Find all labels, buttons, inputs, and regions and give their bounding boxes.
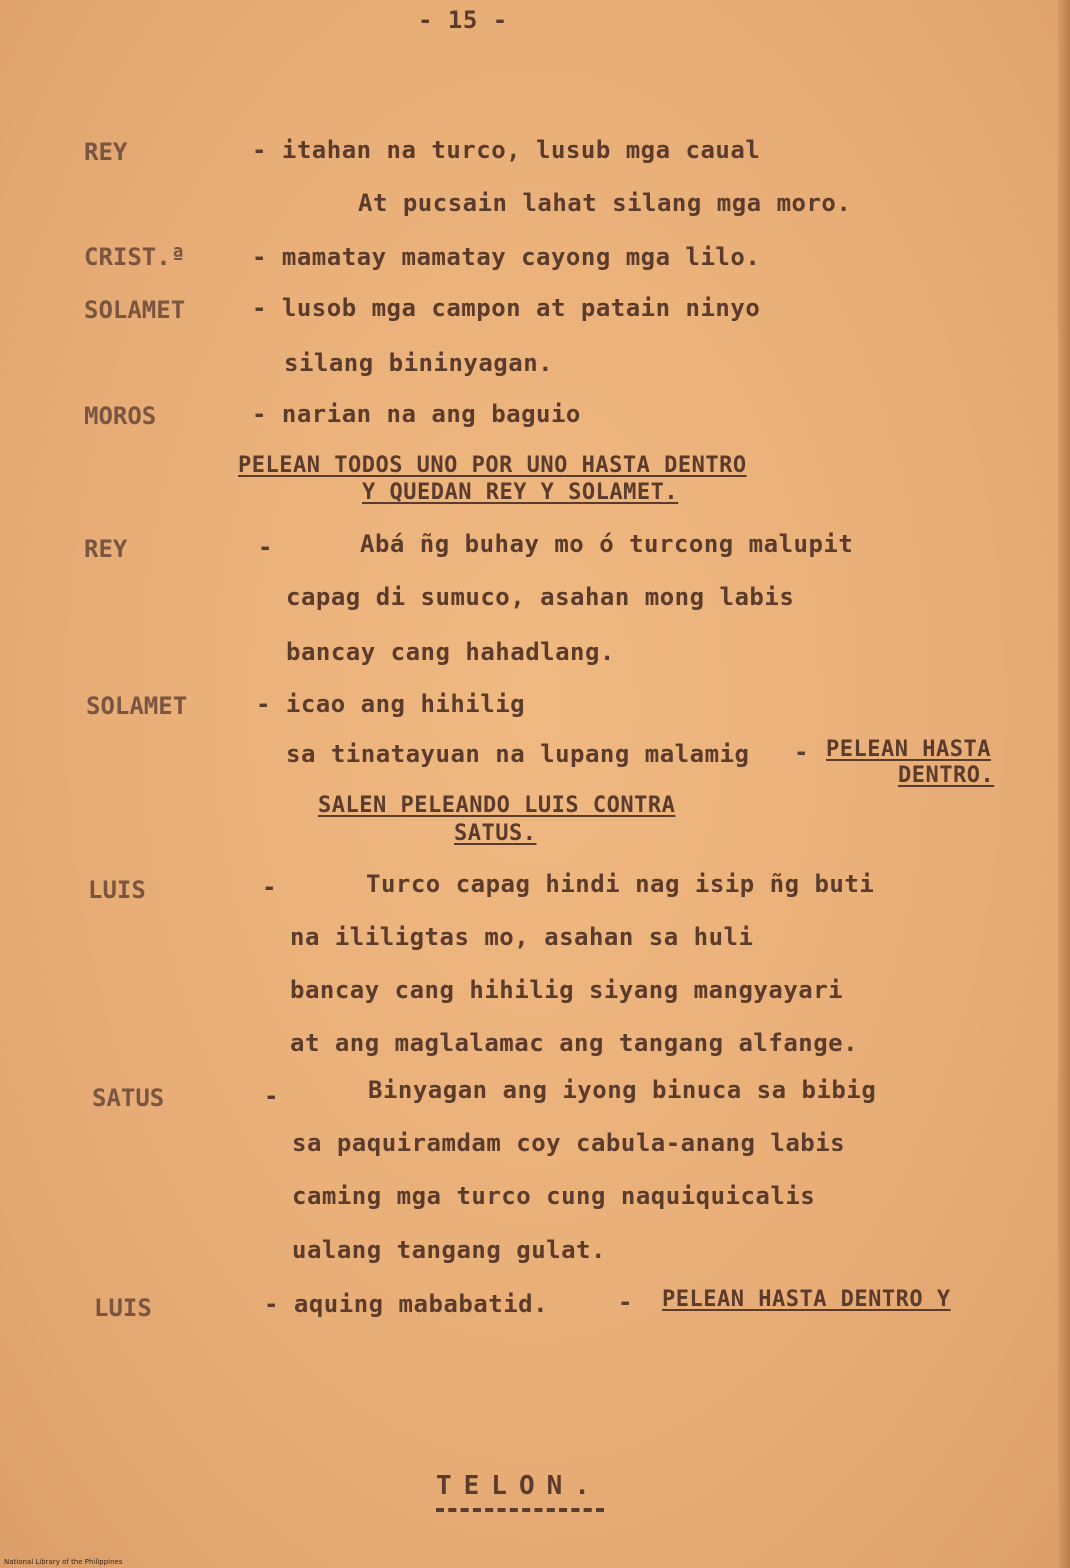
dialogue-line: - aquing mababatid. xyxy=(264,1290,549,1318)
dialogue-dash: - xyxy=(618,1288,633,1316)
stage-direction: PELEAN HASTA DENTRO Y xyxy=(662,1287,951,1312)
speaker-solamet: SOLAMET xyxy=(86,692,188,720)
speaker-cristiano: CRIST.ª xyxy=(84,243,186,271)
dialogue-dash: - xyxy=(262,873,277,901)
dialogue-line: Turco capag hindi nag isip ñg buti xyxy=(366,870,875,898)
dialogue-dash: - xyxy=(794,738,809,766)
stage-direction: Y QUEDAN REY Y SOLAMET. xyxy=(362,480,679,505)
stage-direction: PELEAN TODOS UNO POR UNO HASTA DENTRO xyxy=(238,453,747,478)
page-edge xyxy=(1058,0,1070,1568)
dialogue-dash: - xyxy=(264,1082,279,1110)
dialogue-line: ualang tangang gulat. xyxy=(292,1236,606,1264)
dialogue-line: - itahan na turco, lusub mga caual xyxy=(252,136,761,164)
dialogue-dash: - xyxy=(258,533,273,561)
dialogue-line: sa tinatayuan na lupang malamig xyxy=(286,740,750,768)
stage-direction: SATUS. xyxy=(454,821,537,846)
stage-direction: DENTRO. xyxy=(898,763,995,788)
dialogue-line: bancay cang hahadlang. xyxy=(286,638,615,666)
dialogue-line: silang bininyagan. xyxy=(284,349,554,377)
telon-rule xyxy=(436,1508,604,1512)
speaker-satus: SATUS xyxy=(92,1084,165,1112)
dialogue-line: - icao ang hihilig xyxy=(256,690,526,718)
dialogue-line: caming mga turco cung naquiquicalis xyxy=(292,1182,816,1210)
dialogue-line: - mamatay mamatay cayong mga lilo. xyxy=(252,243,761,271)
dialogue-line: Binyagan ang iyong binuca sa bibig xyxy=(368,1076,877,1104)
stage-direction: SALEN PELEANDO LUIS CONTRA xyxy=(318,793,676,818)
dialogue-line: - narian na ang baguio xyxy=(252,400,581,428)
speaker-luis: LUIS xyxy=(88,876,146,904)
dialogue-line: na ililigtas mo, asahan sa huli xyxy=(290,923,754,951)
speaker-luis: LUIS xyxy=(94,1294,152,1322)
page-number: - 15 - xyxy=(418,6,508,34)
dialogue-line: sa paquiramdam coy cabula-anang labis xyxy=(292,1129,846,1157)
speaker-moros: MOROS xyxy=(84,402,157,430)
dialogue-line: At pucsain lahat silang mga moro. xyxy=(358,189,852,217)
speaker-rey: REY xyxy=(84,535,128,563)
speaker-solamet: SOLAMET xyxy=(84,296,186,324)
stage-direction: PELEAN HASTA xyxy=(826,737,991,762)
dialogue-line: bancay cang hihilig siyang mangyayari xyxy=(290,976,844,1004)
footer-credit: National Library of the Philippines xyxy=(4,1558,123,1566)
dialogue-line: at ang maglalamac ang tangang alfange. xyxy=(290,1029,859,1057)
dialogue-line: capag di sumuco, asahan mong labis xyxy=(286,583,795,611)
telon-heading: TELON. xyxy=(436,1471,602,1501)
dialogue-line: - lusob mga campon at patain ninyo xyxy=(252,294,761,322)
dialogue-line: Abá ñg buhay mo ó turcong malupit xyxy=(360,530,854,558)
speaker-rey: REY xyxy=(84,138,128,166)
